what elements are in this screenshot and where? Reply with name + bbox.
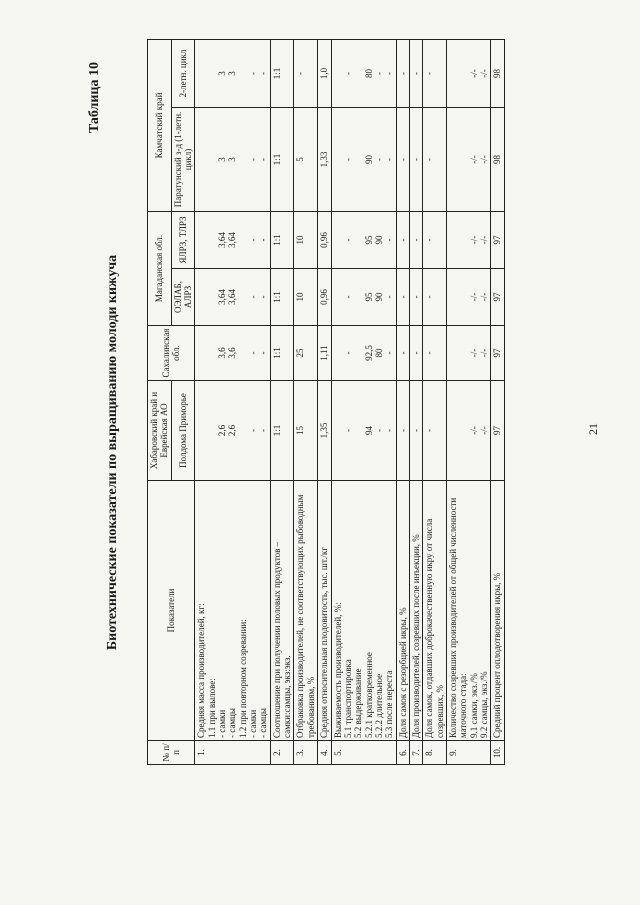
value-cell (294, 211, 318, 268)
value-line: 1,35 (319, 422, 330, 439)
value-line (448, 110, 458, 209)
value-line (207, 328, 217, 378)
value-cell (294, 39, 318, 107)
value-line: 97 (492, 235, 503, 245)
value-line (448, 42, 458, 105)
table-row (409, 39, 422, 764)
value-line: 3 (217, 71, 228, 76)
value-cell (294, 326, 318, 381)
row-indicator (409, 481, 422, 741)
row-indicator (195, 481, 270, 741)
value-line: 2,6 (227, 424, 238, 437)
value-line (238, 214, 248, 266)
value-line (448, 271, 458, 323)
indicator-line: - самки (248, 709, 259, 738)
indicator-line: созревших, % (434, 684, 445, 738)
value-cell (331, 381, 396, 481)
value-line: - (384, 295, 395, 299)
value-line: -/- (468, 69, 479, 78)
row-number: 1. (195, 741, 270, 765)
value-line: 1,11 (319, 345, 330, 361)
value-cell (294, 381, 318, 481)
value-line: 3,6 (227, 347, 238, 359)
value-line: - (258, 429, 269, 432)
row-number: 9. (446, 741, 490, 765)
value-line: - (248, 351, 259, 355)
value-line: - (258, 351, 269, 355)
value-cell (396, 326, 409, 381)
value-line (458, 383, 468, 478)
indicator-line: 5.2.1 кратковременное (363, 652, 374, 738)
col-kamchatka-header: Камчатский край (148, 39, 172, 211)
value-line (458, 110, 468, 209)
value-line: - (248, 295, 259, 299)
value-line (353, 383, 363, 478)
col-sakhalin-header: Сахалинская обл. (148, 326, 195, 381)
value-line (196, 271, 206, 323)
value-line: - (410, 238, 421, 242)
row-indicator (396, 481, 409, 741)
value-line (196, 42, 206, 105)
table-row (396, 39, 409, 764)
indicator-line: 9.2 самцы, экз./% (478, 671, 489, 738)
value-line (238, 383, 248, 478)
row-number: 4. (318, 741, 331, 765)
indicator-line: требованиям, % (305, 676, 316, 738)
value-cell (195, 211, 270, 268)
value-line: 5 (295, 157, 306, 162)
value-cell (423, 381, 447, 481)
value-line: 1:1 (271, 153, 282, 166)
value-line: 97 (492, 426, 503, 435)
value-cell (318, 39, 331, 107)
value-line (333, 383, 343, 478)
value-cell (318, 107, 331, 211)
value-line (353, 328, 363, 378)
value-line: -/- (478, 155, 489, 164)
value-cell (396, 107, 409, 211)
value-line: -/- (468, 155, 479, 164)
value-cell (396, 39, 409, 107)
row-number: 8. (423, 741, 447, 765)
value-line: 80 (373, 348, 384, 358)
value-line (207, 271, 217, 323)
value-line: - (258, 238, 269, 242)
value-line (353, 110, 363, 209)
value-cell (423, 269, 447, 326)
value-line: - (410, 429, 421, 432)
value-line: -/- (468, 235, 479, 245)
indicator-line: 5.1 транспортировка (342, 659, 353, 738)
table-row (423, 39, 447, 764)
value-line (458, 42, 468, 105)
value-line (353, 42, 363, 105)
col-mag-sub1-header: ОЭЛАБ, АЛРЗ (171, 269, 195, 326)
col-kamch-sub1-header: Паратунский з-д (1-летн. цикл) (171, 107, 195, 211)
value-line: -/- (468, 292, 479, 302)
value-line: 3 (227, 157, 238, 162)
value-line: 95 (363, 292, 374, 302)
value-line: 0,96 (319, 232, 330, 248)
value-cell (270, 39, 294, 107)
value-line: - (410, 157, 421, 161)
row-number: 7. (409, 741, 422, 765)
value-line (196, 214, 206, 266)
indicator-line: Средняя относительная плодовитость, тыс. шт./кг (319, 547, 330, 738)
indicator-line: - самцы (258, 708, 269, 738)
value-line: 3,64 (227, 232, 238, 248)
value-line (458, 328, 468, 378)
value-line: - (384, 351, 395, 355)
value-line (196, 110, 206, 209)
row-indicator (318, 481, 331, 741)
value-line: 94 (363, 426, 374, 435)
table-title: Биотехнические показатели по выращиванию молоди кижуча (105, 254, 120, 651)
value-line (333, 271, 343, 323)
value-cell (491, 269, 504, 326)
value-line (458, 214, 468, 266)
row-indicator (491, 481, 504, 741)
value-line (207, 214, 217, 266)
value-line: 98 (492, 154, 503, 164)
indicator-line: 5.2.2 длительное (373, 673, 384, 738)
value-cell (409, 107, 422, 211)
table-row (195, 39, 270, 764)
value-line: 95 (363, 235, 374, 245)
value-line (333, 328, 343, 378)
value-cell (294, 107, 318, 211)
value-line: - (410, 71, 421, 75)
value-line: 90 (373, 235, 384, 245)
value-line: - (424, 429, 435, 432)
value-cell (423, 107, 447, 211)
row-indicator (423, 481, 447, 741)
value-line (353, 214, 363, 266)
value-line: - (384, 157, 395, 161)
col-mag-sub2-header: ЯЛРЗ, ТЛРЗ (171, 211, 195, 268)
value-line: 2,6 (217, 424, 228, 437)
value-line (448, 383, 458, 478)
indicator-line: Доля самок с резорбцией икры, % (397, 607, 408, 738)
indicator-line: - самки (217, 709, 228, 738)
value-line: - (397, 157, 408, 161)
value-cell (195, 381, 270, 481)
value-cell (491, 39, 504, 107)
value-line: -/- (468, 426, 479, 435)
table-row (331, 39, 396, 764)
value-line: 3 (227, 71, 238, 76)
value-line: - (258, 71, 269, 75)
value-line: - (424, 351, 435, 355)
value-line: 3,64 (227, 289, 238, 305)
value-line (238, 110, 248, 209)
table-row (318, 39, 331, 764)
row-indicator (331, 481, 396, 741)
value-line (238, 271, 248, 323)
value-cell (270, 211, 294, 268)
value-cell (491, 326, 504, 381)
value-line: - (373, 429, 384, 432)
table-row (491, 39, 504, 764)
value-line: - (248, 238, 259, 242)
indicator-line: Средний процент оплодотворения икры, % (492, 572, 503, 738)
value-line: 90 (373, 292, 384, 302)
value-line: - (342, 429, 353, 432)
value-line (333, 42, 343, 105)
value-cell (331, 107, 396, 211)
value-cell (195, 107, 270, 211)
indicator-line: самки:самцы, экз:экз. (282, 655, 293, 738)
indicator-line: 5.3 после нереста (384, 670, 395, 738)
col-khabarovsk-header: Хабаровский край и Еврейская АО (148, 381, 172, 481)
value-line: - (373, 157, 384, 161)
value-line: 1:1 (271, 424, 282, 437)
value-line: 1,33 (319, 151, 330, 168)
value-line: 98 (492, 68, 503, 78)
value-line: - (258, 295, 269, 299)
value-line: - (397, 71, 408, 75)
value-line: 1:1 (271, 234, 282, 246)
row-indicator (294, 481, 318, 741)
value-line: - (410, 351, 421, 355)
value-line (448, 214, 458, 266)
value-line (207, 383, 217, 478)
value-line: 97 (492, 348, 503, 358)
value-cell (446, 326, 490, 381)
value-cell (195, 269, 270, 326)
value-line: 97 (492, 292, 503, 302)
value-line: -/- (478, 235, 489, 245)
header-row-1 (148, 39, 172, 764)
value-cell (294, 269, 318, 326)
value-line (207, 110, 217, 209)
value-cell (331, 326, 396, 381)
value-cell (331, 211, 396, 268)
value-line: - (424, 295, 435, 299)
table-row (294, 39, 318, 764)
value-line: - (397, 238, 408, 242)
value-line: - (373, 71, 384, 75)
value-line: 1:1 (271, 347, 282, 359)
indicator-line: 9.1 самки, экз./% (468, 673, 479, 738)
indicator-line: Доля производителей, созревших после инъекции, % (410, 534, 421, 738)
value-line: - (342, 157, 353, 161)
biotech-table (147, 39, 505, 765)
indicator-line: Отбраковка производителей, не соответствующих рыбоводным (295, 494, 306, 738)
value-cell (446, 381, 490, 481)
col-kamch-sub2-header: 2-летн. цикл (171, 39, 195, 107)
indicator-line: маточного стада: (458, 673, 469, 738)
value-line: - (248, 157, 259, 161)
value-line: 1:1 (271, 67, 282, 80)
indicator-line: Количество созревших производителей от общей численности (447, 497, 458, 738)
value-line: - (410, 295, 421, 299)
value-cell (409, 269, 422, 326)
value-cell (396, 381, 409, 481)
value-cell (446, 107, 490, 211)
value-line (196, 328, 206, 378)
value-cell (270, 381, 294, 481)
value-line (207, 42, 217, 105)
value-line: - (342, 238, 353, 242)
value-line: - (384, 71, 395, 75)
table-row (446, 39, 490, 764)
value-cell (409, 39, 422, 107)
value-line (333, 110, 343, 209)
row-number: 6. (396, 741, 409, 765)
value-line: 0,96 (319, 289, 330, 305)
indicator-line: Соотношение при получении половых продуктов – (271, 541, 282, 738)
value-cell (396, 269, 409, 326)
value-line: 92,5 (363, 345, 374, 361)
value-line (353, 271, 363, 323)
value-cell (446, 211, 490, 268)
value-line: -/- (478, 69, 489, 78)
value-line: 1,0 (319, 67, 330, 80)
page-number: 21 (586, 423, 600, 435)
value-line: - (248, 71, 259, 75)
value-line: - (342, 295, 353, 299)
value-line: 15 (295, 426, 306, 435)
value-line (458, 271, 468, 323)
table-row (270, 39, 294, 764)
indicator-line: Средняя масса производителей, кг: (196, 603, 207, 738)
value-line: - (424, 157, 435, 161)
value-cell (423, 39, 447, 107)
value-cell (331, 269, 396, 326)
value-line: - (397, 429, 408, 432)
col-magadan-header: Магаданская обл. (148, 211, 172, 325)
value-line: 80 (363, 68, 374, 78)
value-line: - (384, 429, 395, 432)
value-line: 90 (363, 154, 374, 164)
value-cell (270, 326, 294, 381)
value-cell (195, 39, 270, 107)
value-line (238, 328, 248, 378)
value-cell (318, 211, 331, 268)
value-line (238, 42, 248, 105)
row-number: 10. (491, 741, 504, 765)
indicator-line: 1.1 при вылове: (206, 678, 217, 738)
value-line: - (258, 157, 269, 161)
value-cell (446, 269, 490, 326)
value-line: 3,6 (217, 347, 228, 359)
value-cell (318, 326, 331, 381)
value-line: - (384, 238, 395, 242)
value-line: - (424, 71, 435, 75)
col-num-header: № п/п (148, 741, 195, 765)
value-cell (331, 39, 396, 107)
value-cell (270, 107, 294, 211)
indicator-line: 5.2 выдерживание (353, 668, 364, 738)
value-cell (423, 211, 447, 268)
value-line: 3 (217, 157, 228, 162)
value-line: 3,64 (217, 289, 228, 305)
value-cell (318, 381, 331, 481)
value-cell (409, 211, 422, 268)
value-cell (396, 211, 409, 268)
value-line: - (248, 429, 259, 432)
indicator-line: 1.2 при повторном созревании: (237, 619, 248, 738)
row-number: 5. (331, 741, 396, 765)
value-cell (195, 326, 270, 381)
value-cell (491, 107, 504, 211)
indicator-line: Выживаемость производителей, %: (332, 602, 343, 738)
value-line: -/- (478, 426, 489, 435)
value-line: - (295, 71, 306, 75)
value-line: 1:1 (271, 291, 282, 303)
value-cell (270, 269, 294, 326)
table-label: Таблица 10 (87, 62, 102, 134)
row-number: 2. (270, 741, 294, 765)
row-indicator (446, 481, 490, 741)
value-line: 10 (295, 292, 306, 302)
value-line: 10 (295, 235, 306, 245)
table-body (195, 39, 504, 764)
value-line: - (397, 351, 408, 355)
value-line (196, 383, 206, 478)
value-cell (446, 39, 490, 107)
col-khab-sub-header: Полдома Приморье (171, 381, 195, 481)
value-line: -/- (478, 348, 489, 358)
value-line: - (397, 295, 408, 299)
value-line: - (342, 351, 353, 355)
col-indicators-header: Показатели (148, 481, 195, 741)
value-cell (318, 269, 331, 326)
value-line (333, 214, 343, 266)
value-line (448, 328, 458, 378)
value-cell (409, 381, 422, 481)
value-cell (491, 381, 504, 481)
value-line: -/- (478, 292, 489, 302)
indicator-line: Доля самок, отдавших доброкачественную икру от числа (424, 518, 435, 738)
row-indicator (270, 481, 294, 741)
value-line: -/- (468, 348, 479, 358)
indicator-line: - самцы (227, 708, 238, 738)
value-cell (409, 326, 422, 381)
value-line: 25 (295, 348, 306, 358)
value-line: 3,64 (217, 232, 228, 248)
row-number: 3. (294, 741, 318, 765)
value-line: - (424, 238, 435, 242)
value-cell (423, 326, 447, 381)
value-line: - (342, 71, 353, 75)
value-cell (491, 211, 504, 268)
